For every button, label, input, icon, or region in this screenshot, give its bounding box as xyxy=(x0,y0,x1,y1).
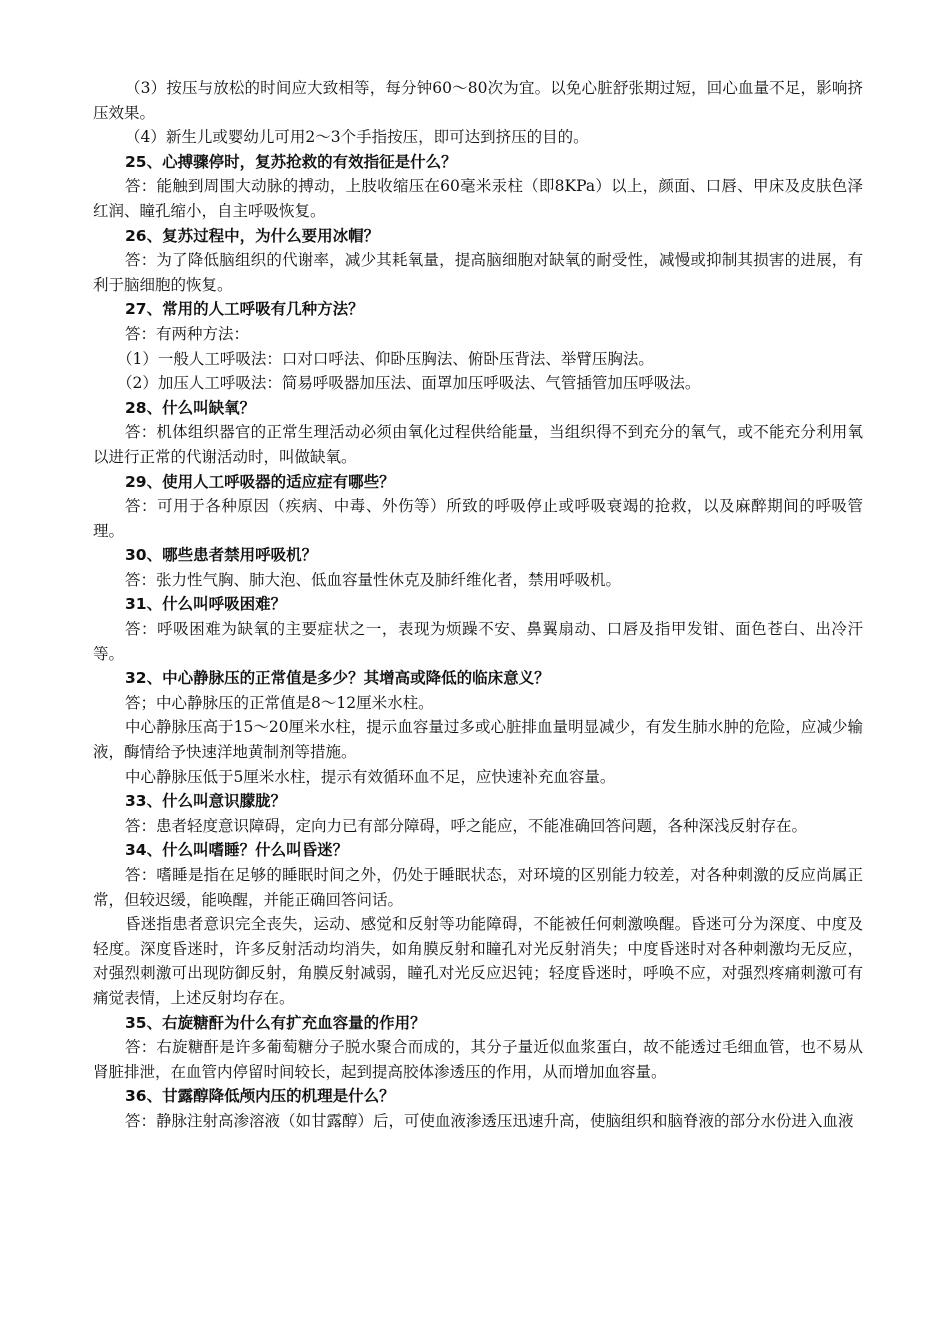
question-heading: 34、什么叫嗜睡？什么叫昏迷？ xyxy=(125,841,349,860)
question-heading: 28、什么叫缺氧？ xyxy=(125,398,256,417)
paragraph: （4）新生儿或婴幼儿可用2～3个手指按压，即可达到挤压的目的。 xyxy=(125,128,589,147)
answer-paragraph: 答：能触到周围大动脉的搏动，上肢收缩压在60毫米汞柱（即8KPa）以上，颜面、口唇、甲床及皮肤色泽红润、瞳孔缩小，自主呼吸恢复。 xyxy=(93,177,863,220)
answer-paragraph: 答：嗜睡是指在足够的睡眠时间之外，仍处于睡眠状态，对环境的区别能力较差，对各种刺激的反应尚属正常，但较迟缓，能唤醒，并能正确回答问话。 xyxy=(93,866,863,909)
answer-paragraph: 答；中心静脉压的正常值是8～12厘米水柱。 xyxy=(125,693,434,712)
question-heading: 35、右旋糖酐为什么有扩充血容量的作用？ xyxy=(125,1013,426,1032)
answer-paragraph: 答：可用于各种原因（疾病、中毒、外伤等）所致的呼吸停止或呼吸衰竭的抢救，以及麻醉期间的呼吸管理。 xyxy=(93,497,863,540)
question-heading: 33、什么叫意识朦胧？ xyxy=(125,792,287,811)
question-heading: 30、哪些患者禁用呼吸机？ xyxy=(125,546,318,565)
question-heading: 26、复苏过程中，为什么要用冰帽？ xyxy=(125,226,380,245)
question-heading: 27、常用的人工呼吸有几种方法？ xyxy=(125,300,364,319)
answer-paragraph: 答：机体组织器官的正常生理活动必须由氧化过程供给能量，当组织得不到充分的氧气，或不能充分利用氧以进行正常的代谢活动时，叫做缺氧。 xyxy=(93,423,863,466)
question-heading: 32、中心静脉压的正常值是多少？其增高或降低的临床意义？ xyxy=(125,669,550,688)
list-item: （1）一般人工呼吸法：口对口呼法、仰卧压胸法、俯卧压背法、举臂压胸法。 xyxy=(117,349,654,368)
answer-paragraph: 答：张力性气胸、肺大泡、低血容量性休克及肺纤维化者，禁用呼吸机。 xyxy=(125,570,622,589)
answer-paragraph: 答：患者轻度意识障碍，定向力已有部分障碍，呼之能应，不能准确回答问题，各种深浅反射存在。 xyxy=(125,816,808,835)
answer-paragraph: 昏迷指患者意识完全丧失，运动、感觉和反射等功能障碍，不能被任何刺激唤醒。昏迷可分为深度、中度及轻度。深度昏迷时，许多反射活动均消失，如角膜反射和瞳孔对光反射消失；中度昏迷时对各种刺激均无反应，对强烈刺激可出现防御反射，角膜反射减弱，瞳孔对光反应迟钝；轻度昏迷时，呼唤不应，对强烈疼痛刺激可有痛觉表情，上述反射均存在。 xyxy=(93,915,863,1007)
answer-paragraph: 答：静脉注射高渗溶液（如甘露醇）后，可使血液渗透压迅速升高，使脑组织和脑脊液的部分水份进入血液 xyxy=(125,1111,854,1130)
answer-paragraph: 中心静脉压高于15～20厘米水柱，提示血容量过多或心脏排血量明显减少，有发生肺水肿的危险，应减少输液，酶情给予快速洋地黄制剂等措施。 xyxy=(93,718,863,762)
answer-paragraph: 中心静脉压低于5厘米水柱，提示有效循环血不足，应快速补充血容量。 xyxy=(125,767,616,786)
answer-paragraph: 答：右旋糖酐是许多葡萄糖分子脱水聚合而成的，其分子量近似血浆蛋白，故不能透过毛细血管，也不易从肾脏排泄，在血管内停留时间较长，起到提高胶体渗透压的作用，从而增加血容量。 xyxy=(93,1038,863,1081)
answer-paragraph: 答：呼吸困难为缺氧的主要症状之一，表现为烦躁不安、鼻翼扇动、口唇及指甲发钳、面色苍白、出冷汗等。 xyxy=(93,620,863,663)
list-item: （2）加压人工呼吸法：简易呼吸器加压法、面罩加压呼吸法、气管插管加压呼吸法。 xyxy=(117,374,701,393)
question-heading: 31、什么叫呼吸困难？ xyxy=(125,595,287,614)
document-body xyxy=(93,76,863,1134)
paragraph: （3）按压与放松的时间应大致相等，每分钟60～80次为宜。以免心脏舒张期过短，回心血量不足，影响挤压效果。 xyxy=(93,79,863,122)
answer-paragraph: 答：为了降低脑组织的代谢率，减少其耗氧量，提高脑细胞对缺氧的耐受性，减慢或抑制其损害的进展，有利于脑细胞的恢复。 xyxy=(93,251,863,294)
question-heading: 25、心搏骤停时，复苏抢救的有效指征是什么？ xyxy=(125,152,457,171)
answer-paragraph: 答：有两种方法： xyxy=(125,324,250,343)
question-heading: 29、使用人工呼吸器的适应症有哪些？ xyxy=(125,472,395,491)
question-heading: 36、甘露醇降低颅内压的机理是什么？ xyxy=(125,1087,395,1106)
